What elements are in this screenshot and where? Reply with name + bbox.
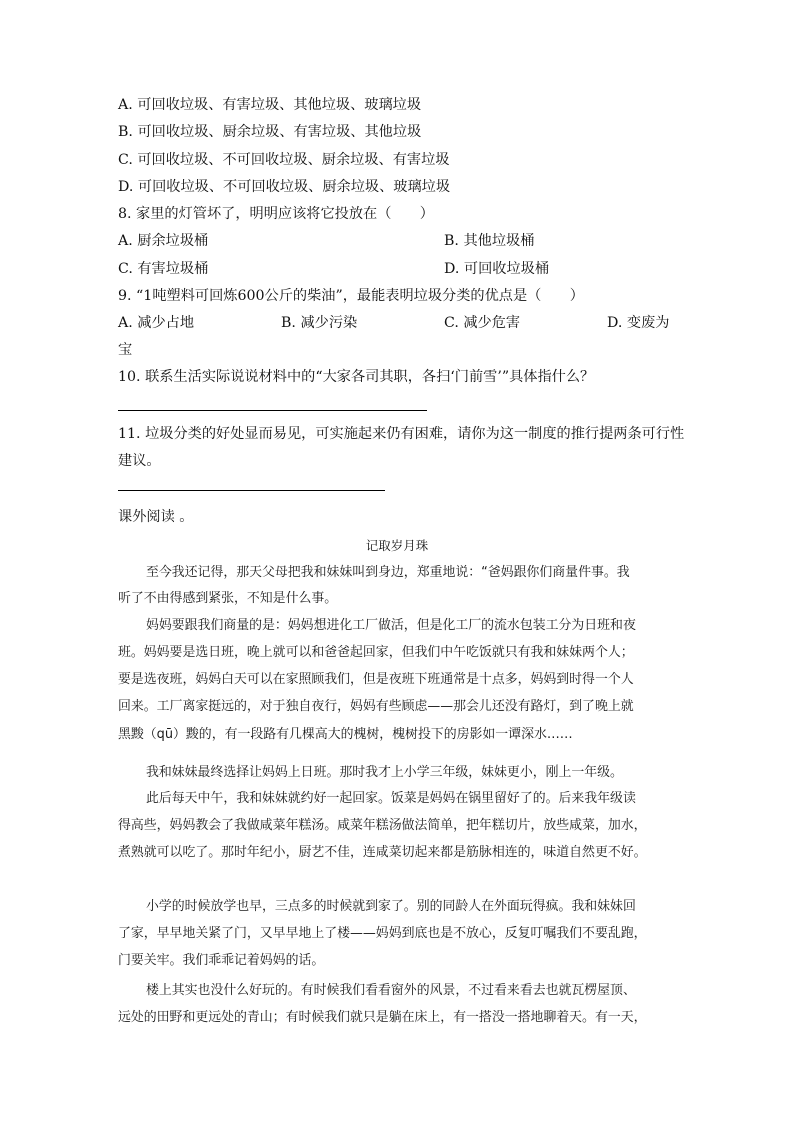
q11-stem-line2: 建议。	[118, 453, 161, 469]
story-line: 楼上其实也没什么好玩的。有时候我们看看窗外的风景，不过看来看去也就瓦楞屋顶、	[146, 983, 636, 998]
q8-option-a: A. 厨余垃圾桶	[118, 233, 209, 249]
story-line: 门要关牢。我们乖乖记着妈妈的话。	[118, 953, 325, 968]
q7-option-a: A. 可回收垃圾、有害垃圾、其他垃圾、玻璃垃圾	[118, 97, 422, 113]
section-heading: 课外阅读 。	[118, 509, 194, 525]
story-line: 我和妹妹最终选择让妈妈上日班。那时我才上小学三年级，妹妹更小，刚上一年级。	[146, 765, 623, 780]
q7-option-d: D. 可回收垃圾、不可回收垃圾、厨余垃圾、玻璃垃圾	[118, 179, 451, 195]
story-line: 了家，早早地关紧了门，又早早地上了楼——妈妈到底也是不放心，反复叮嘱我们不要乱跑，	[118, 926, 647, 941]
story-line: 小学的时候放学也早，三点多的时候就到家了。别的同龄人在外面玩得疯。我和妹妹回	[146, 899, 636, 914]
q8-option-b: B. 其他垃圾桶	[444, 233, 535, 249]
q11-answer-line[interactable]	[118, 490, 385, 491]
q9-stem: 9. “1吨塑料可回炼600公斤的柴油”，最能表明垃圾分类的优点是（ ）	[118, 288, 584, 304]
q9-option-a: A. 减少占地	[118, 315, 195, 331]
story-line: 至今我还记得，那天父母把我和妹妹叫到身边，郑重地说：“爸妈跟你们商量件事。我	[146, 565, 630, 580]
q7-option-b: B. 可回收垃圾、厨余垃圾、有害垃圾、其他垃圾	[118, 124, 422, 140]
q8-stem: 8. 家里的灯管坏了，明明应该将它投放在（ ）	[118, 206, 434, 222]
story-line: 妈妈要跟我们商量的是：妈妈想进化工厂做活，但是化工厂的流水包装工分为日班和夜	[146, 618, 636, 633]
story-line: 此后每天中午，我和妹妹就约好一起回家。饭菜是妈妈在锅里留好了的。后来我年级读	[146, 791, 636, 806]
q10-stem: 10. 联系生活实际说说材料中的“大家各司其职，各扫‘门前雪’”具体指什么？	[118, 369, 595, 385]
story-title: 记取岁月珠	[365, 538, 429, 553]
q8-option-c: C. 有害垃圾桶	[118, 261, 209, 277]
q9-option-b: B. 减少污染	[281, 315, 358, 331]
q10-answer-line[interactable]	[118, 410, 427, 411]
q9-option-c: C. 减少危害	[444, 315, 521, 331]
story-line: 远处的田野和更远处的青山；有时候我们就只是躺在床上，有一搭没一搭地聊着天。有一天，	[118, 1010, 647, 1025]
q7-option-c: C. 可回收垃圾、不可回收垃圾、厨余垃圾、有害垃圾	[118, 152, 450, 168]
q11-stem-line1: 11. 垃圾分类的好处显而易见，可实施起来仍有困难，请你为这一制度的推行提两条可行性	[118, 426, 685, 442]
q8-option-d: D. 可回收垃圾桶	[444, 261, 550, 277]
story-line: 班。妈妈要是选日班，晚上就可以和爸爸起回家，但我们中午吃饭就只有我和妹妹两个人；	[118, 645, 634, 660]
story-line: 黑黢（qū）黢的，有一段路有几棵高大的槐树，槐树投下的房影如一谭深水……	[118, 727, 573, 742]
story-line: 得高些，妈妈教会了我做咸菜年糕汤。咸菜年糕汤做法简单，把年糕切片，放些咸菜，加水，	[118, 818, 647, 833]
story-line: 回来。工厂离家挺远的，对于独自夜行，妈妈有些顾虑——那会儿还没有路灯，到了晚上就	[118, 699, 634, 714]
story-line: 听了不由得感到紧张，不知是什么事。	[118, 591, 338, 606]
story-line: 煮熟就可以吃了。那时年纪小，厨艺不佳，连咸菜切起来都是筋脉相连的，味道自然更不好。	[118, 845, 647, 860]
story-line: 要是选夜班，妈妈白天可以在家照顾我们，但是夜班下班通常是十点多，妈妈到时得一个人	[118, 672, 634, 687]
q9-option-d-wrap: 宝	[118, 342, 133, 358]
q9-option-d: D. 变废为	[607, 315, 670, 331]
